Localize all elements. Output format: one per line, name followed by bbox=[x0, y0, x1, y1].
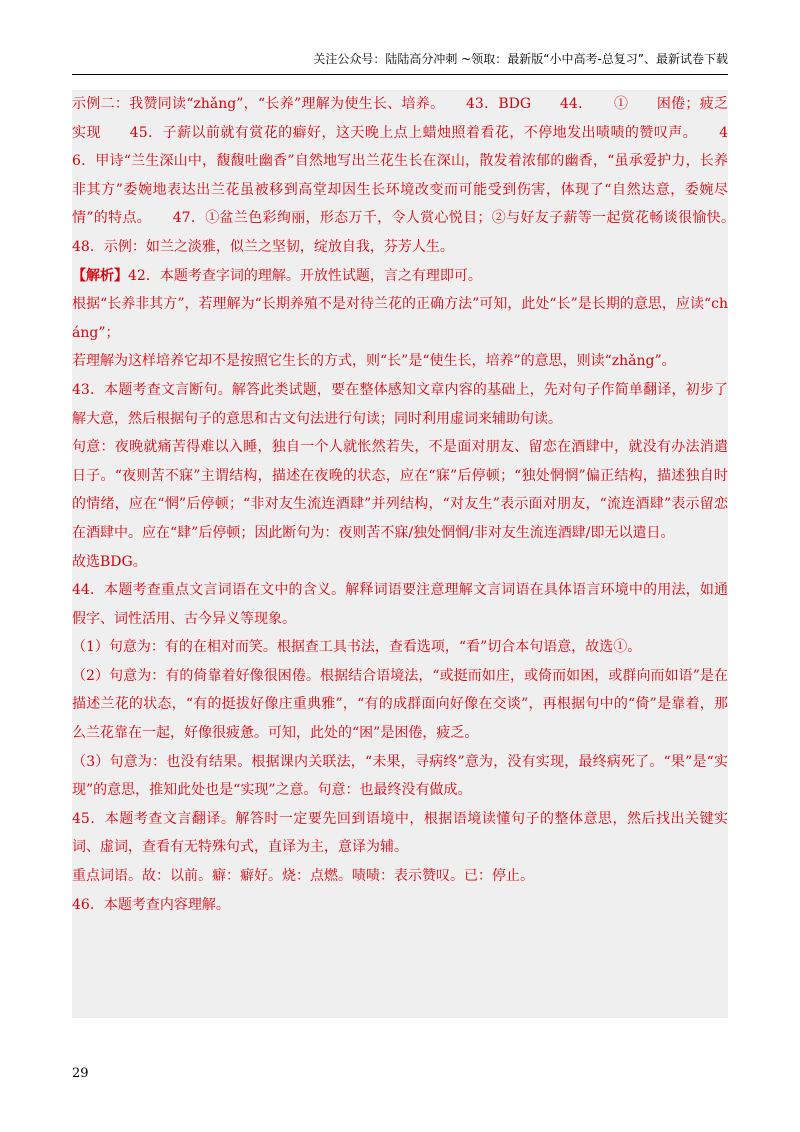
analysis-paragraph: （2）句意为：有的倚靠着好像很困倦。根据结合语境法，“或挺而如庄，或倚而如困，或群向而如语”是在描述兰花的状态，“有的挺拔好像庄重典雅”，“有的成群面向好像在交谈”，再根据句中的“倚”是靠着，那么兰花靠在一起，好像很疲惫。可知，此处的“困”是困倦，疲乏。 bbox=[72, 667, 728, 742]
analysis-paragraph: 重点词语。故：以前。癖：癖好。烧：点燃。啧啧：表示赞叹。已：停止。 bbox=[72, 868, 534, 885]
analysis-paragraph: 43．本题考查文言断句。解答此类试题，要在整体感知文章内容的基础上，先对句子作简单翻译，初步了解大意，然后根据句子的意思和古文句法进行句读；同时利用虚词来辅助句读。 bbox=[72, 381, 728, 427]
analysis-tag: 【解析】 bbox=[72, 267, 128, 284]
analysis-paragraph: 44．本题考查重点文言词语在文中的含义。解释词语要注意理解文言词语在具体语言环境中的用法，如通假字、词性活用、古今异义等现象。 bbox=[72, 582, 728, 627]
analysis-paragraph: （3）句意为：也没有结果。根据课内关联法，“未果，寻病终”意为，没有实现，最终病死了。“果”是“实现”的意思，推知此处也是“实现”之意。句意：也最终没有做成。 bbox=[72, 753, 728, 799]
analysis-paragraph: （1）句意为：有的在相对而笑。根据查工具书法，查看选项，“看”切合本句语意，故选①。 bbox=[72, 639, 642, 656]
answer-content bbox=[72, 90, 756, 1018]
analysis-paragraph: 句意：夜晚就痛苦得难以入睡，独自一个人就怅然若失，不是面对朋友、留恋在酒肆中，就没有办法消遣日子。“夜则苦不寐”主谓结构，描述在夜晚的状态，应在“寐”后停顿；“独处惘惘”偏正结构，描述独自时的情绪，应在“惘”后停顿；“非对友生流连酒肆”并列结构，“对友生”表示面对朋友，“流连酒肆”表示留恋在酒肆中。应在“肆”后停顿；因此断句为：夜则苦不寐/独处惘惘/非对友生流连酒肆/即无以遣日。 bbox=[72, 439, 728, 541]
header-divider bbox=[72, 74, 728, 75]
analysis-paragraph: 根据“长养非其方”，若理解为“长期养殖不是对待兰花的正确方法”可知，此处“长”是长期的意思，应读“cháng”； bbox=[72, 296, 728, 341]
page-number: 29 bbox=[72, 1066, 89, 1081]
answer-paragraph: 示例二：我赞同读“zhǎng”，“长养”理解为使生长、培养。 43．BDG 44． ① 困倦；疲乏 实现 45．子薪以前就有赏花的癖好，这天晚上点上蜡烛照着看花，不停地发出啧啧的赞叹声。 46．甲诗“兰生深山中，馥馥吐幽香”自然地写出兰花生长在深山，散发着浓郁的幽香，“虽承爱护力，长养非其方”委婉地表达出兰花虽被移到高堂却因生长环境改变而可能受到伤害，体现了“自然达意，委婉尽情”的特点。 47．①盆兰色彩绚丽，形态万千，令人赏心悦目；②与好友子薪等一起赏花畅谈很愉快。 48．示例：如兰之淡雅，似兰之坚韧，绽放自我，芬芳人生。 bbox=[72, 96, 756, 255]
analysis-text: 42．本题考查字词的理解。开放性试题，言之有理即可。 bbox=[128, 267, 482, 284]
analysis-paragraph: 故选BDG。 bbox=[72, 553, 147, 570]
analysis-paragraph: 45．本题考查文言翻译。解答时一定要先回到语境中，根据语境读懂句子的整体意思，然后找出关键实词、虚词，查看有无特殊句式，直译为主，意译为辅。 bbox=[72, 810, 728, 856]
analysis-line bbox=[72, 262, 728, 291]
analysis-paragraph: 若理解为这样培养它却不是按照它生长的方式，则“长”是“使生长，培养”的意思，则读“zhǎng”。 bbox=[72, 353, 676, 370]
page-header: 关注公众号：陆陆高分冲刺 ~领取：最新版“小中高考-总复习”、最新试卷下载 bbox=[313, 52, 728, 66]
analysis-paragraph: 46．本题考查内容理解。 bbox=[72, 896, 230, 913]
